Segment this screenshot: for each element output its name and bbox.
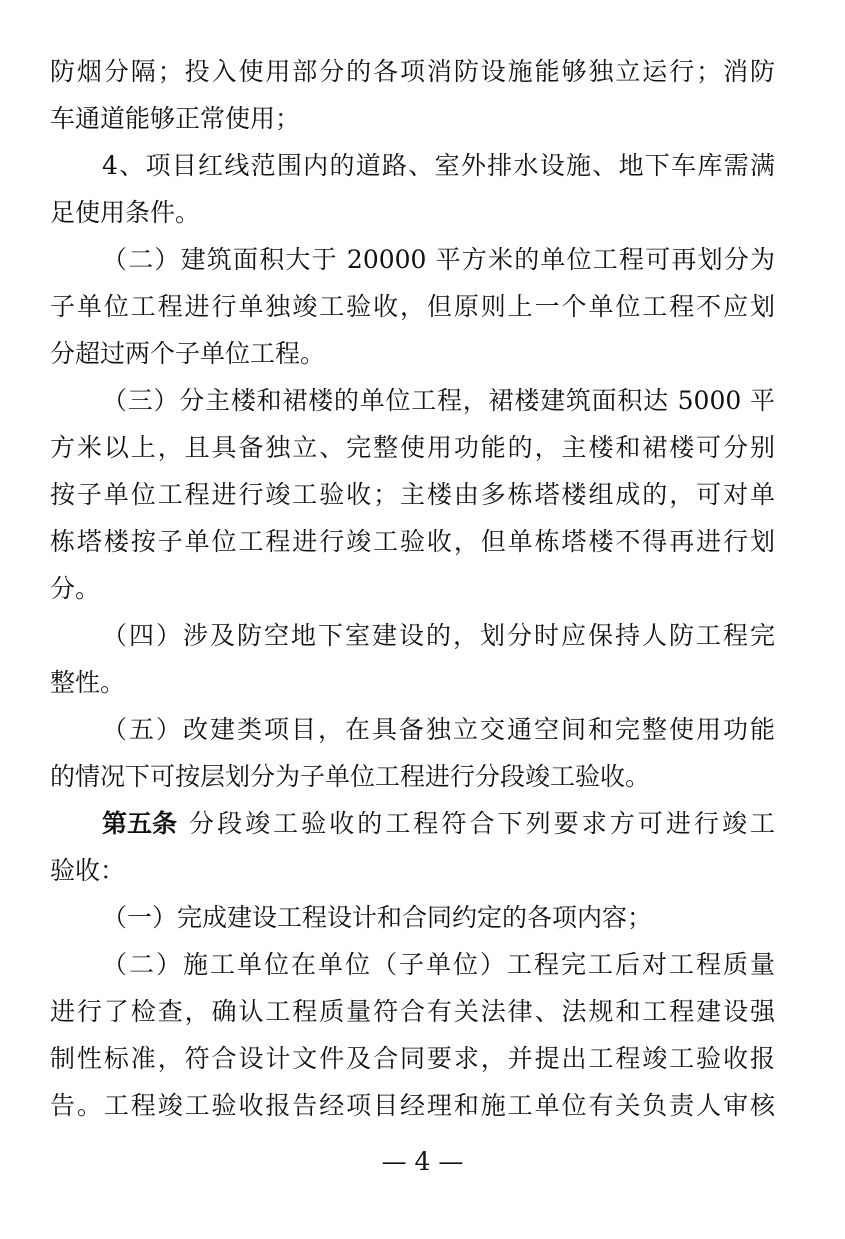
text-line: （一）完成建设工程设计和合同约定的各项内容； (102, 903, 653, 932)
article-label: 第五条 (102, 809, 178, 838)
article-heading-line (102, 804, 775, 844)
text-line: 验收： (50, 856, 126, 885)
text-line: 分超过两个子单位工程。 (50, 339, 326, 368)
text-line: 告。工程竣工验收报告经项目经理和施工单位有关负责人审核 (50, 1091, 775, 1120)
text-line: （三）分主楼和裙楼的单位工程，裙楼建筑面积达 5000 平 (102, 386, 775, 415)
text-line: （四）涉及防空地下室建设的，划分时应保持人防工程完 (102, 621, 775, 650)
text-line: 方米以上，且具备独立、完整使用功能的，主楼和裙楼可分别 (50, 433, 775, 462)
text-line: （五）改建类项目，在具备独立交通空间和完整使用功能 (102, 715, 775, 744)
text-line: （二）建筑面积大于 20000 平方米的单位工程可再划分为 (102, 245, 775, 274)
text-line: 子单位工程进行单独竣工验收，但原则上一个单位工程不应划 (50, 292, 775, 321)
text-line: 车通道能够正常使用； (50, 104, 301, 133)
text-line: 分。 (50, 574, 101, 603)
page-number: — 4 — (381, 1147, 464, 1176)
text-line: 进行了检查，确认工程质量符合有关法律、法规和工程建设强 (50, 997, 775, 1026)
text-line: 防烟分隔；投入使用部分的各项消防设施能够独立运行；消防 (50, 57, 775, 86)
text-line: 分段竣工验收的工程符合下列要求方可进行竣工 (189, 809, 775, 838)
text-line: 4、项目红线范围内的道路、室外排水设施、地下车库需满 (102, 151, 775, 180)
text-line: 的情况下可按层划分为子单位工程进行分段竣工验收。 (50, 762, 651, 791)
text-line: （二）施工单位在单位（子单位）工程完工后对工程质量 (102, 950, 775, 979)
text-line: 按子单位工程进行竣工验收；主楼由多栋塔楼组成的，可对单 (50, 480, 775, 509)
text-line: 制性标准，符合设计文件及合同要求，并提出工程竣工验收报 (50, 1044, 775, 1073)
text-line: 栋塔楼按子单位工程进行竣工验收，但单栋塔楼不得再进行划 (50, 527, 775, 556)
text-line: 整性。 (50, 668, 126, 697)
text-line: 足使用条件。 (50, 198, 201, 227)
